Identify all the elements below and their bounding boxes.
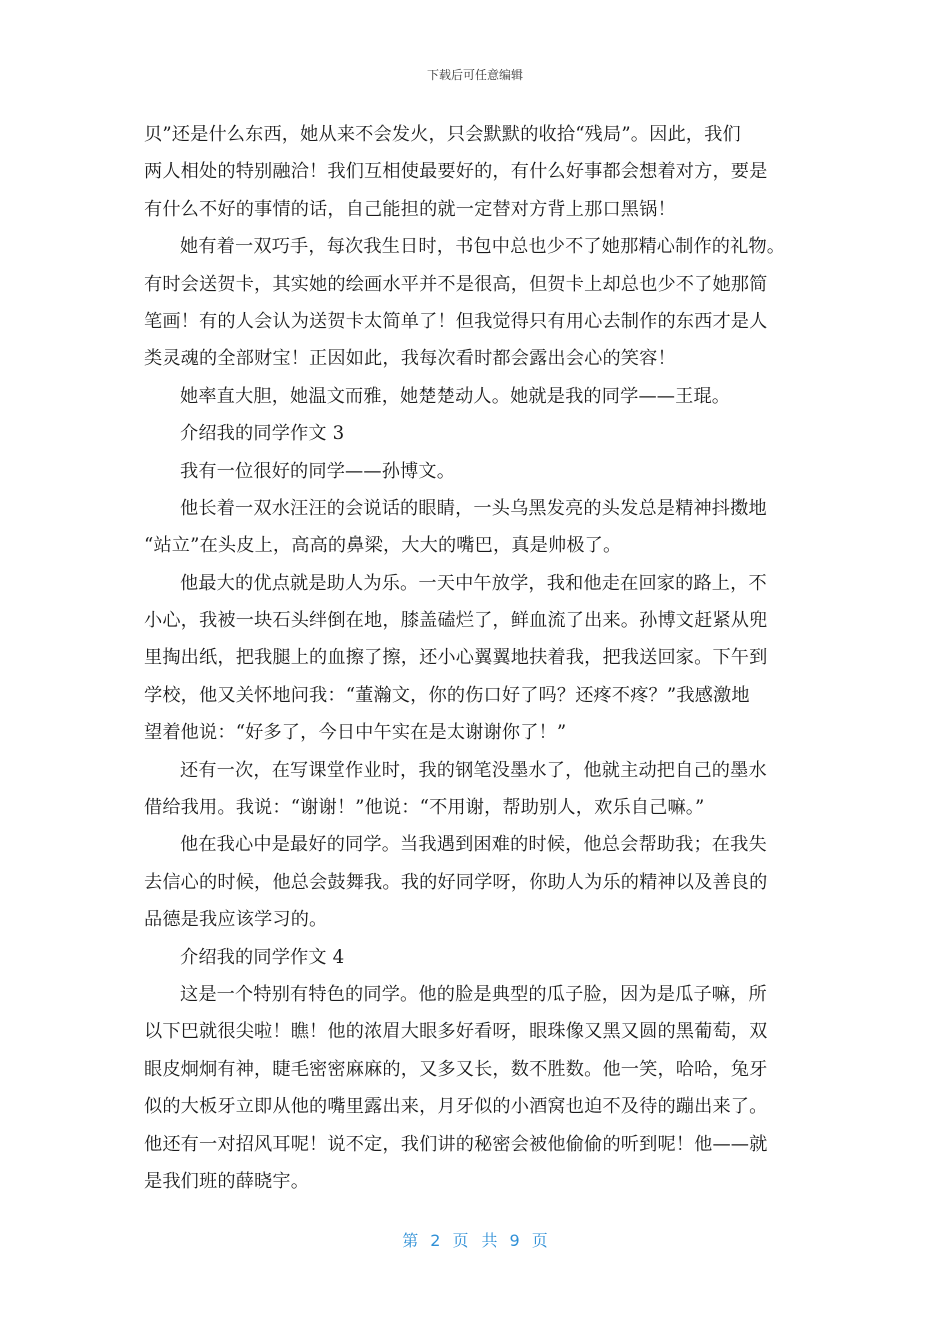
text-line: 小心，我被一块石头绊倒在地，膝盖磕烂了，鲜血流了出来。孙博文赶紧从兜 [144,610,768,632]
text-line: 眼皮炯炯有神，睫毛密密麻麻的，又多又长，数不胜数。他一笑，哈哈，兔牙 [144,1058,768,1080]
text-line: 借给我用。我说：“谢谢！”他说：“不用谢，帮助别人，欢乐自己嘛。” [144,797,705,819]
text-line: 有什么不好的事情的话，自己能担的就一定替对方背上那口黑锅！ [144,198,676,220]
text-line: 贝”还是什么东西，她从来不会发火，只会默默的收拾“残局”。因此，我们 [144,124,741,145]
text-line: 是我们班的薛晓宇。 [144,1170,310,1192]
footer-total-pages: 9 [509,1231,520,1250]
text-line: 我有一位很好的同学——孙博文。 [180,460,456,482]
text-line: 他长着一双水汪汪的会说话的眼睛，一头乌黑发亮的头发总是精神抖擞地 [180,497,767,519]
text-line: 里掏出纸，把我腿上的血擦了擦，还小心翼翼地扶着我，把我送回家。下午到 [144,647,768,669]
page-footer [0,1228,950,1251]
text-line: 介绍我的同学作文 3 [180,423,345,445]
text-line: “站立”在头皮上，高高的鼻梁，大大的嘴巴，真是帅极了。 [144,535,622,557]
text-line: 笔画！有的人会认为送贺卡太简单了！但我觉得只有用心去制作的东西才是人 [144,310,768,332]
text-line: 他在我心中是最好的同学。当我遇到困难的时候，他总会帮助我；在我失 [180,834,767,856]
text-line: 类灵魂的全部财宝！正因如此，我每次看时都会露出会心的笑容！ [144,348,676,370]
text-line: 她有着一双巧手，每次我生日时，书包中总也少不了她那精心制作的礼物。 [180,236,786,258]
document-body [144,116,804,1200]
footer-middle: 页 共 [452,1231,498,1250]
text-line: 去信心的时候，他总会鼓舞我。我的好同学呀，你助人为乐的精神以及善良的 [144,871,768,893]
text-line: 学校，他又关怀地问我：“董瀚文，你的伤口好了吗？还疼不疼？”我感激地 [144,684,750,706]
text-line: 似的大板牙立即从他的嘴里露出来，月牙似的小酒窝也迫不及待的蹦出来了。 [144,1096,768,1118]
footer-suffix: 页 [531,1231,548,1250]
text-line: 两人相处的特别融洽！我们互相使最要好的，有什么好事都会想着对方，要是 [144,161,768,183]
text-line: 以下巴就很尖啦！瞧！他的浓眉大眼多好看呀，眼珠像又黑又圆的黑葡萄，双 [144,1021,768,1043]
text-line: 有时会送贺卡，其实她的绘画水平并不是很高，但贺卡上却总也少不了她那简 [144,273,768,295]
text-line: 他最大的优点就是助人为乐。一天中午放学，我和他走在回家的路上，不 [180,572,767,594]
text-line: 这是一个特别有特色的同学。他的脸是典型的瓜子脸，因为是瓜子嘛，所 [180,983,767,1005]
footer-prefix: 第 [402,1231,419,1250]
text-line: 他还有一对招风耳呢！说不定，我们讲的秘密会被他偷偷的听到呢！他——就 [144,1133,768,1155]
text-line: 还有一次，在写课堂作业时，我的钢笔没墨水了，他就主动把自己的墨水 [180,759,767,781]
text-line: 她率直大胆，她温文而雅，她楚楚动人。她就是我的同学——王琨。 [180,385,731,407]
text-line: 品德是我应该学习的。 [144,909,328,931]
text-line: 介绍我的同学作文 4 [180,946,345,968]
text-line: 望着他说：“好多了，今日中午实在是太谢谢你了！” [144,722,567,744]
footer-page-number: 2 [430,1231,441,1250]
page-header: 下载后可任意编辑 [426,68,523,82]
